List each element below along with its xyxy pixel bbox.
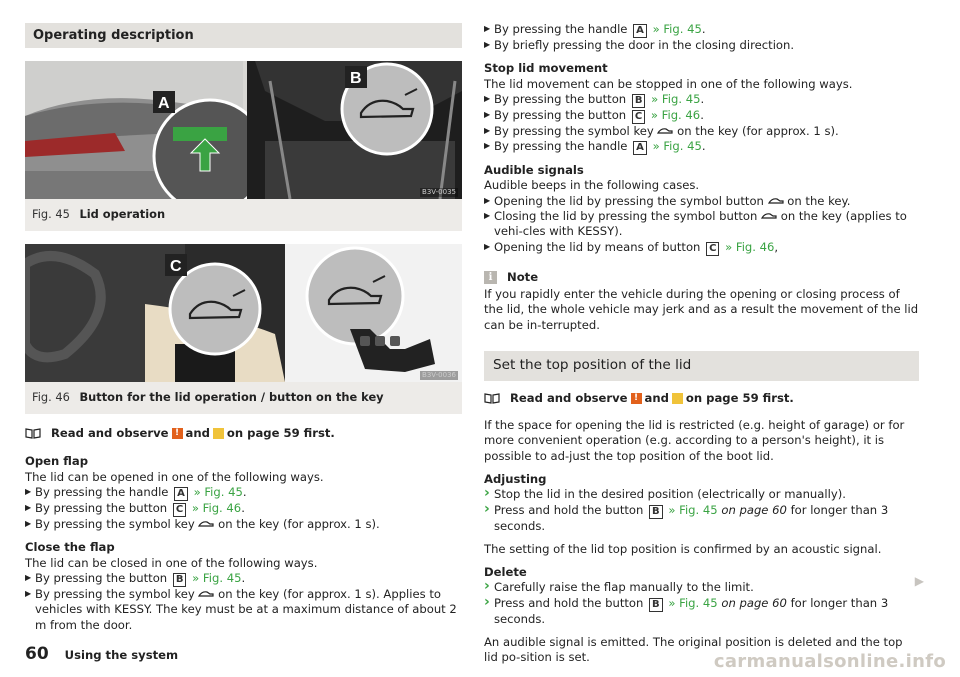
car-symbol-icon <box>761 212 777 220</box>
fig-link[interactable]: » Fig. 45 <box>652 22 702 36</box>
car-symbol-icon <box>198 520 214 528</box>
audible-intro: Audible beeps in the following cases. <box>484 178 700 193</box>
car-symbol-icon <box>198 590 214 598</box>
figure-45-label-a: A <box>158 95 170 113</box>
figure-46-label-c: C <box>170 258 182 276</box>
figure-46-code: B3V-0036 <box>422 370 456 379</box>
key-b: B <box>632 94 646 108</box>
note-heading: i Note <box>484 270 919 285</box>
car-symbol-icon <box>768 197 784 205</box>
book-icon <box>25 428 41 439</box>
read-observe-right: Read and observe ! and on page 59 first. <box>484 391 919 406</box>
close-flap-block <box>25 540 462 632</box>
left-column <box>25 0 462 633</box>
fig-link[interactable]: » Fig. 46 <box>650 107 701 122</box>
list-item: ▶ By pressing the handle A » Fig. 45. <box>25 485 462 501</box>
open-flap-intro: The lid can be opened in one of the following ways. <box>25 469 324 484</box>
key-c: C <box>632 110 645 124</box>
list-item: ▶ By briefly pressing the door in the closing direction. <box>484 38 919 53</box>
key-b: B <box>173 573 187 587</box>
list-item: ▶ Closing the lid by pressing the symbol button on the key (applies to vehi-cles with KESSY). <box>484 209 919 240</box>
page-number: 60 <box>25 644 49 664</box>
list-item: ▶ By pressing the symbol key on the key (for approx. 1 s). <box>484 124 919 139</box>
caution-icon <box>213 428 224 439</box>
fig-link[interactable]: » Fig. 45 <box>193 485 243 500</box>
section-title-operating: Operating description <box>25 23 462 48</box>
open-flap-block <box>25 454 462 532</box>
watermark: carmanualsonline.info <box>713 651 946 672</box>
stop-intro: The lid movement can be stopped in one of the following ways. <box>484 76 853 91</box>
right-column <box>484 22 919 666</box>
figure-45-number: Fig. 45 <box>32 207 70 222</box>
list-item: ▶ Opening the lid by means of button C » Fig. 46, <box>484 240 919 256</box>
warning-icon: ! <box>172 428 183 439</box>
dashboard-key-illustration <box>25 244 462 382</box>
note-text: If you rapidly enter the vehicle during the opening or closing process of the lid, the whole vehicle may jerk and as a result the movement of the lid can be in-terrupted. <box>484 286 919 332</box>
open-flap-title: Open flap <box>25 454 89 469</box>
step-item: › Carefully raise the flap manually to the limit. <box>484 580 919 595</box>
warning-icon: ! <box>631 393 642 404</box>
key-b: B <box>649 598 663 612</box>
step-item: › Press and hold the button B » Fig. 45 on page 60 for longer than 3 seconds. <box>484 503 919 534</box>
list-item: ▶ By pressing the symbol key on the key (for approx. 1 s). Applies to vehicles with KESSY. The key must be at a maximum distance of about 2 m from the door. <box>25 587 462 633</box>
fig-link[interactable]: » Fig. 46 <box>725 239 775 254</box>
key-a: A <box>174 487 188 501</box>
adjusting-confirm: The setting of the lid top position is confirmed by an acoustic signal. <box>484 541 882 556</box>
figure-45-code: B3V-0035 <box>422 187 456 196</box>
figure-46-title: Button for the lid operation / button on the key <box>79 390 384 405</box>
list-item: ▶ By pressing the button C » Fig. 46. <box>25 501 462 517</box>
key-c: C <box>173 503 186 517</box>
figure-45-image <box>25 61 462 199</box>
book-icon <box>484 393 500 404</box>
list-item: ▶ Opening the lid by pressing the symbol button on the key. <box>484 194 919 209</box>
car-boot-illustration <box>25 61 462 199</box>
figure-45 <box>25 61 462 231</box>
list-item: ▶ By pressing the button B » Fig. 45. <box>25 571 462 587</box>
read-observe-left: Read and observe ! and on page 59 first. <box>25 426 462 441</box>
fig-link[interactable]: » Fig. 46 <box>191 501 242 516</box>
car-symbol-icon <box>657 127 673 135</box>
key-b: B <box>649 505 663 519</box>
page-footer <box>25 643 178 665</box>
fig-link[interactable]: » Fig. 45 <box>652 139 702 154</box>
figure-46-caption <box>25 382 462 414</box>
fig-link[interactable]: » Fig. 45 <box>668 502 718 517</box>
list-item: ▶ By pressing the button B » Fig. 45. <box>484 92 919 108</box>
key-a: A <box>633 141 647 155</box>
figure-46 <box>25 244 462 414</box>
list-item: ▶ By pressing the handle A » Fig. 45. <box>484 139 919 155</box>
stop-block <box>484 61 919 155</box>
chapter-title: Using the system <box>64 648 179 662</box>
section-title-top-position: Set the top position of the lid <box>484 351 919 381</box>
list-item: ▶ By pressing the handle A » Fig. 45. <box>484 22 919 38</box>
key-c: C <box>706 242 719 256</box>
figure-46-number: Fig. 46 <box>32 390 70 405</box>
figure-45-title: Lid operation <box>79 207 166 222</box>
fig-link[interactable]: » Fig. 45 <box>668 595 718 610</box>
close-flap-title: Close the flap <box>25 540 115 555</box>
figure-45-label-b: B <box>350 70 362 88</box>
info-icon: i <box>484 271 497 284</box>
figure-46-image <box>25 244 462 382</box>
audible-block <box>484 163 919 255</box>
audible-title: Audible signals <box>484 163 584 178</box>
step-item: › Press and hold the button B » Fig. 45 on page 60 for longer than 3 seconds. <box>484 596 919 627</box>
figure-45-caption <box>25 199 462 231</box>
delete-block <box>484 565 919 627</box>
delete-title: Delete <box>484 565 527 580</box>
fig-link[interactable]: » Fig. 45 <box>651 91 701 106</box>
step-item: › Stop the lid in the desired position (electrically or manually). <box>484 487 919 502</box>
adjusting-block <box>484 472 919 534</box>
stop-title: Stop lid movement <box>484 61 608 76</box>
list-item: ▶ By pressing the button C » Fig. 46. <box>484 108 919 124</box>
delete-final: An audible signal is emitted. The original position is deleted and the top lid po-sition is set. <box>484 635 903 665</box>
close-flap-intro: The lid can be closed in one of the following ways. <box>25 555 318 570</box>
caution-icon <box>672 393 683 404</box>
adjusting-title: Adjusting <box>484 471 547 486</box>
continue-arrow-icon: ▶ <box>914 574 924 588</box>
fig-link[interactable]: » Fig. 45 <box>192 570 242 585</box>
top-position-intro: If the space for opening the lid is restricted (e.g. height of garage) or for more convenient operation (e.g. according to a person's height), it is possible to ad-just the top position of the boot lid. <box>484 418 905 463</box>
key-a: A <box>633 24 647 38</box>
list-item: ▶ By pressing the symbol key on the key (for approx. 1 s). <box>25 517 462 532</box>
